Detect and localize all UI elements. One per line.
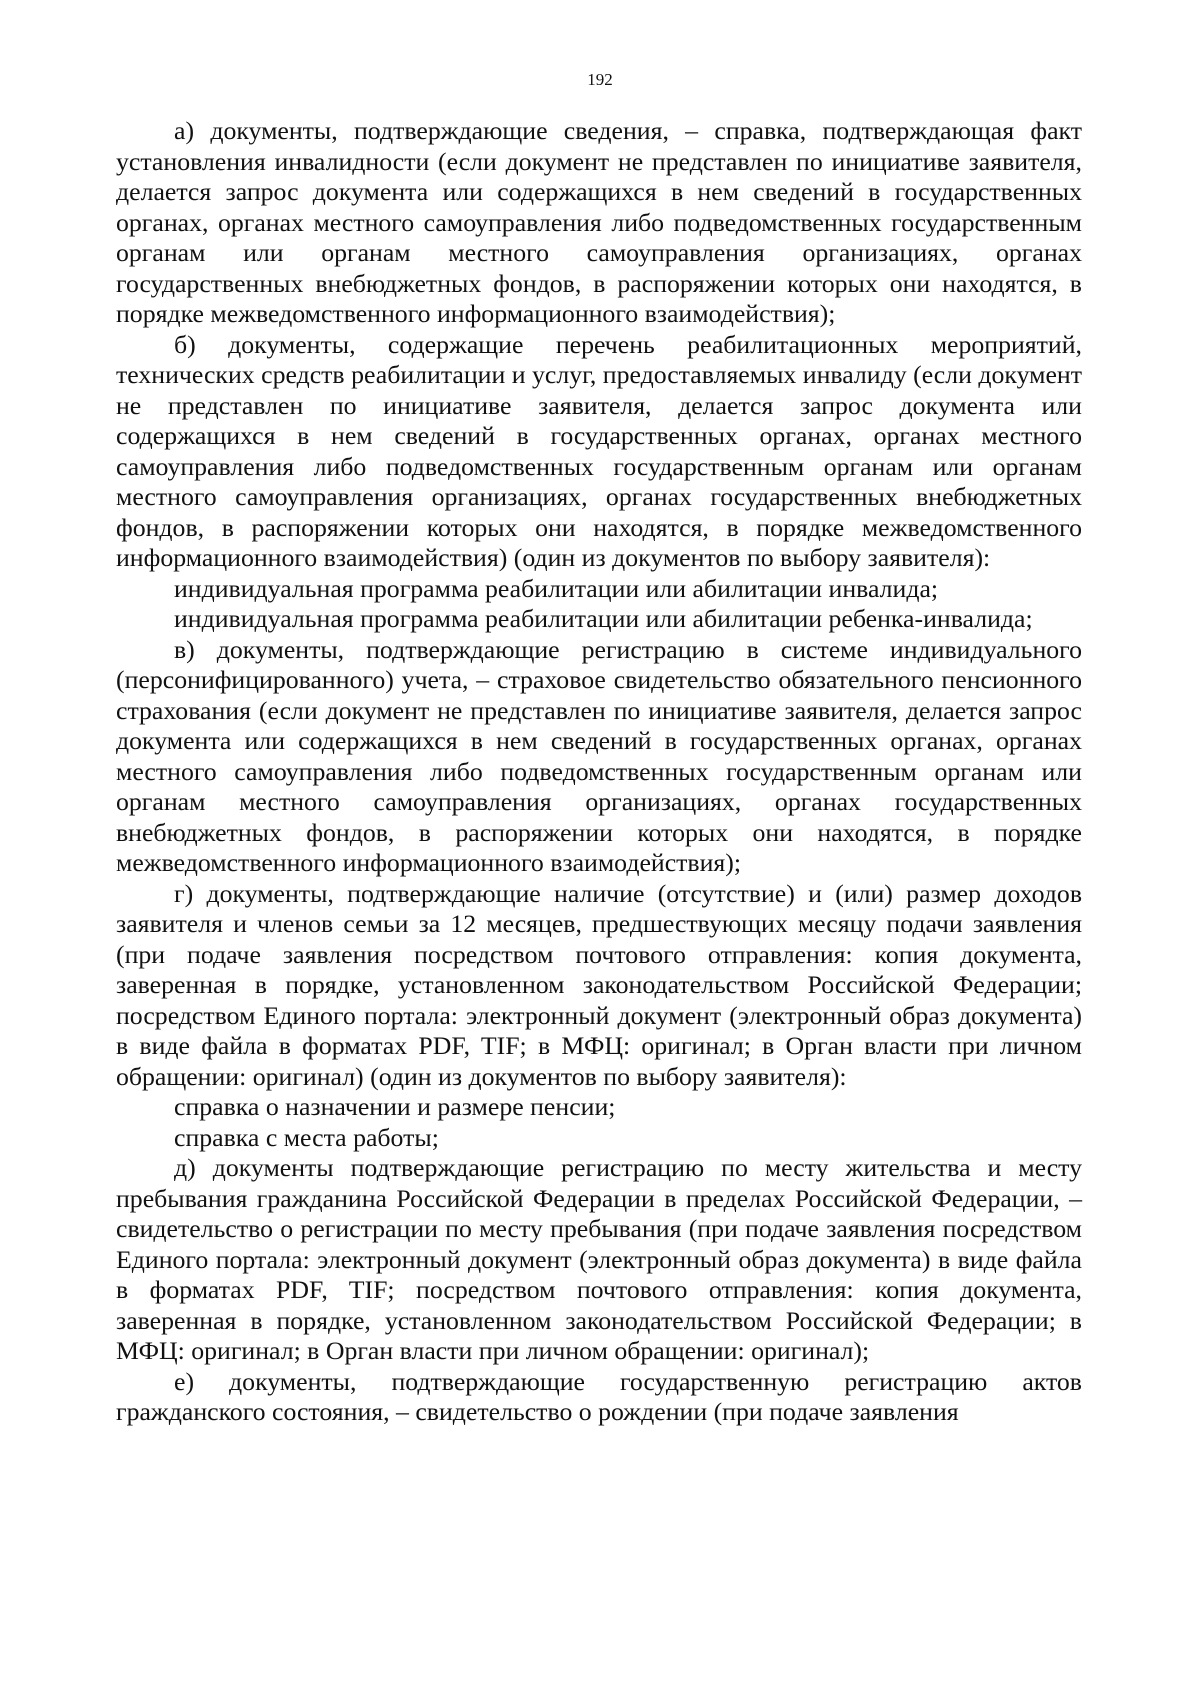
list-item-individual-program-child: индивидуальная программа реабилитации или абилитации ребенка-инвалида;: [174, 604, 1033, 633]
paragraph-a: а) документы, подтверждающие сведения, – справка, подтверждающая факт установления инвалидности (если документ не представлен по инициативе заявителя, делается запрос документа или содержащихся в нем сведений в государственных органах, органах местного самоуправления либо подведомственных государственным органам или органам местного самоуправления организациях, органах государственных внебюджетных фондов, в распоряжении которых они находятся, в порядке межведомственного информационного взаимодействия);: [116, 116, 1082, 328]
paragraph-b: б) документы, содержащие перечень реабилитационных мероприятий, технических средств реабилитации и услуг, предоставляемых инвалиду (если документ не представлен по инициативе заявителя, делается запрос документа или содержащихся в нем сведений в государственных органах, органах местного самоуправления либо подведомственных государственным органам или органам местного самоуправления организациях, органах государственных внебюджетных фондов, в распоряжении которых они находятся, в порядке межведомственного информационного взаимодействия) (один из документов по выбору заявителя):: [116, 329, 1082, 572]
list-item-pension-certificate: справка о назначении и размере пенсии;: [174, 1092, 616, 1121]
paragraph-g: г) документы, подтверждающие наличие (отсутствие) и (или) размер доходов заявителя и членов семьи за 12 месяцев, предшествующих месяцу подачи заявления (при подаче заявления посредством почтового отправления: копия документа, заверенная в порядке, установленном законодательством Российской Федерации; посредством Единого портала: электронный документ (электронный образ документа) в виде файла в форматах PDF, TIF; в МФЦ: оригинал; в Орган власти при личном обращении: оригинал) (один из документов по выбору заявителя):: [116, 878, 1082, 1091]
list-item-individual-program-invalid: индивидуальная программа реабилитации или абилитации инвалида;: [174, 573, 939, 603]
paragraph-d: д) документы подтверждающие регистрацию по месту жительства и месту пребывания гражданина Российской Федерации в пределах Российской Федерации, – свидетельство о регистрации по месту пребывания (при подаче заявления посредством Единого портала: электронный документ (электронный образ документа) в виде файла в форматах PDF, TIF; посредством почтового отправления: копия документа, заверенная в порядке, установленном законодательством Российской Федерации; в МФЦ: оригинал; в Орган власти при личном обращении: оригинал);: [116, 1153, 1082, 1365]
page-number: 192: [587, 70, 613, 89]
paragraph-e: е) документы, подтверждающие государственную регистрацию актов гражданского состояния, – свидетельство о рождении (при подаче заявления: [116, 1366, 1082, 1426]
list-item-work-certificate: справка с места работы;: [174, 1122, 439, 1152]
document-body: [116, 116, 1082, 1428]
paragraph-v: в) документы, подтверждающие регистрацию в системе индивидуального (персонифицированного) учета, – страховое свидетельство обязательного пенсионного страхования (если документ не представлен по инициативе заявителя, делается запрос документа или содержащихся в нем сведений в государственных органах, органах местного самоуправления либо подведомственных государственным органам или органам местного самоуправления организациях, органах государственных внебюджетных фондов, в распоряжении которых они находятся, в порядке межведомственного информационного взаимодействия);: [116, 634, 1082, 877]
